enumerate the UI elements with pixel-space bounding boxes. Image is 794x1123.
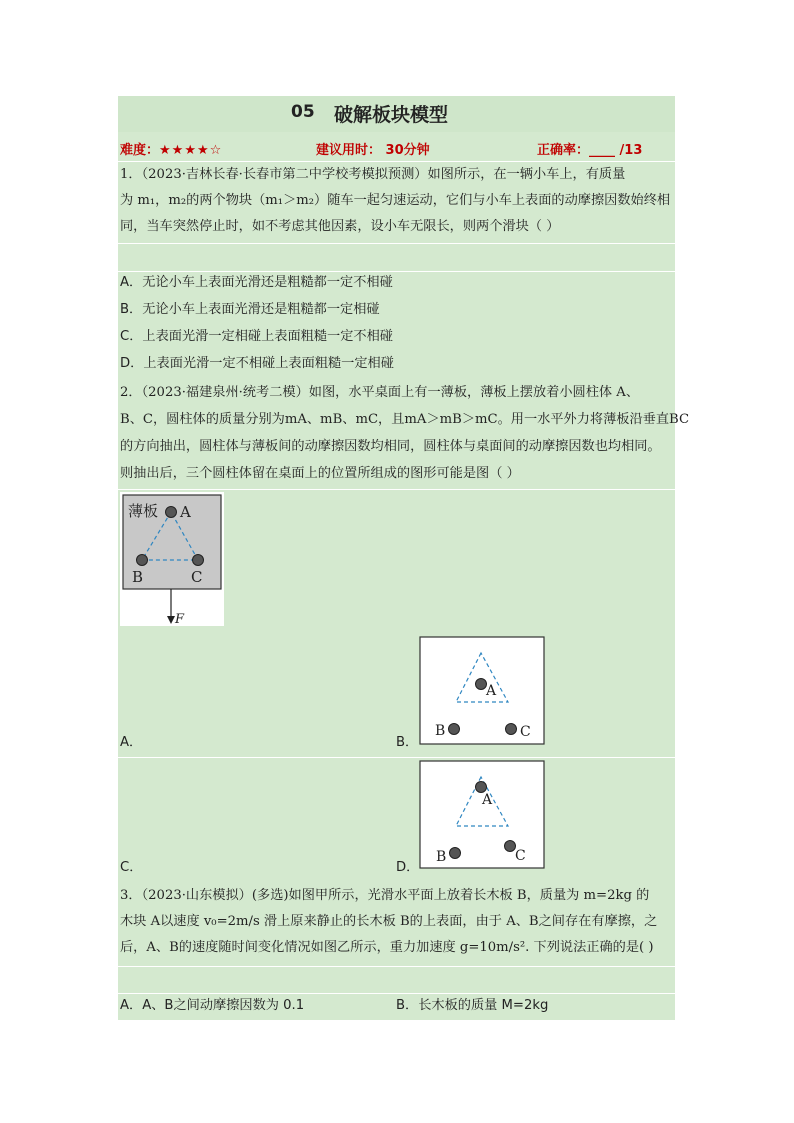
difficulty — [120, 139, 222, 158]
q1-line-2: 为 m₁，m₂的两个物块（m₁＞m₂）随车一起匀速运动，它们与小车上表面的动摩擦因数始终相 — [120, 193, 671, 208]
q1-line-3: 同，当车突然停止时，如不考虑其他因素，设小车无限长，则两个滑块（ ） — [120, 219, 560, 234]
cylinder-b — [450, 848, 461, 859]
divider — [118, 243, 675, 244]
cylinder-b — [137, 555, 148, 566]
q1-option-d[interactable]: D．上表面光滑一定不相碰上表面粗糙一定相碰 — [120, 356, 394, 371]
q1-option-a[interactable]: A．无论小车上表面光滑还是粗糙都一定不相碰 — [120, 275, 393, 290]
q2-line-3: 的方向抽出，圆柱体与薄板间的动摩擦因数均相同，圆柱体与桌面间的动摩擦因数也均相同。 — [120, 439, 661, 454]
divider — [118, 271, 675, 272]
q2-board-figure — [120, 492, 224, 626]
suggested-time — [316, 139, 430, 158]
label-c: C — [191, 568, 203, 586]
q2-line-1: 2．（2023·福建泉州·统考二模）如图，水平桌面上有一薄板，薄板上摆放着小圆柱体 A、 — [120, 385, 640, 400]
q3-line-3: 后，A、B的速度随时间变化情况如图乙所示，重力加速度 g=10m/s². 下列说法正确的是( ) — [120, 940, 654, 955]
accuracy-label: 正确率： — [537, 143, 590, 158]
label-a: A — [482, 792, 493, 808]
divider — [118, 966, 675, 967]
board-label: 薄板 — [128, 502, 159, 520]
q1-option-c[interactable]: C．上表面光滑一定相碰上表面粗糙一定不相碰 — [120, 329, 393, 344]
label-b: B — [132, 568, 144, 586]
q1-option-b[interactable]: B．无论小车上表面光滑还是粗糙都一定相碰 — [120, 302, 380, 317]
divider — [118, 757, 675, 758]
force-label: F — [175, 612, 185, 626]
q2-line-2: B、C，圆柱体的质量分别为mA、mB、mC，且mA＞mB＞mC。用一水平外力将薄板沿垂直BC — [120, 412, 690, 427]
time-label: 建议用时： — [316, 143, 382, 158]
page-title: 破解板块模型 — [334, 104, 449, 126]
q2-option-d[interactable]: D． — [396, 860, 420, 875]
q3-line-2: 木块 A以速度 v₀=2m/s 滑上原来静止的长木板 B的上表面，由于 A、B之间存在有摩擦，之 — [120, 914, 658, 929]
time-value: 30分钟 — [385, 143, 430, 158]
q2-option-a[interactable]: A． — [120, 735, 143, 750]
label-c: C — [515, 848, 526, 864]
q3-option-b[interactable]: B．长木板的质量 M=2kg — [396, 998, 549, 1013]
difficulty-stars: ★★★★☆ — [159, 143, 223, 158]
q2-option-c[interactable]: C． — [120, 860, 143, 875]
q3-line-1: 3．（2023·山东模拟）(多选)如图甲所示，光滑水平面上放着长木板 B，质量为 m=2kg 的 — [120, 888, 650, 903]
q1-line-1: 1．（2023·吉林长春·长春市第二中学校考模拟预测）如图所示，在一辆小车上，有质量 — [120, 167, 626, 182]
label-a: A — [486, 683, 497, 699]
label-b: B — [435, 723, 446, 739]
q2-line-4: 则抽出后，三个圆柱体留在桌面上的位置所组成的图形可能是图（ ） — [120, 466, 520, 481]
accuracy-total: /13 — [619, 143, 643, 158]
accuracy — [537, 139, 642, 158]
label-a: A — [180, 503, 191, 521]
divider — [118, 489, 675, 490]
label-b: B — [436, 849, 447, 865]
q3-option-a[interactable]: A．A、B之间动摩擦因数为 0.1 — [120, 998, 305, 1013]
cylinder-b — [449, 724, 460, 735]
q2-option-d-figure — [419, 760, 546, 870]
cylinder-a — [476, 782, 487, 793]
accuracy-blank: ____ — [589, 143, 616, 158]
cylinder-a — [476, 679, 487, 690]
label-c: C — [520, 724, 531, 740]
cylinder-c — [193, 555, 204, 566]
divider — [118, 993, 675, 994]
section-number: 05 — [291, 102, 315, 122]
title-bar — [118, 96, 675, 132]
cylinder-a — [166, 507, 177, 518]
divider — [118, 161, 675, 162]
difficulty-label: 难度： — [120, 143, 160, 158]
q2-option-b-figure — [419, 636, 546, 746]
cylinder-c — [506, 724, 517, 735]
cylinder-c — [505, 841, 516, 852]
q2-option-b[interactable]: B． — [396, 735, 419, 750]
